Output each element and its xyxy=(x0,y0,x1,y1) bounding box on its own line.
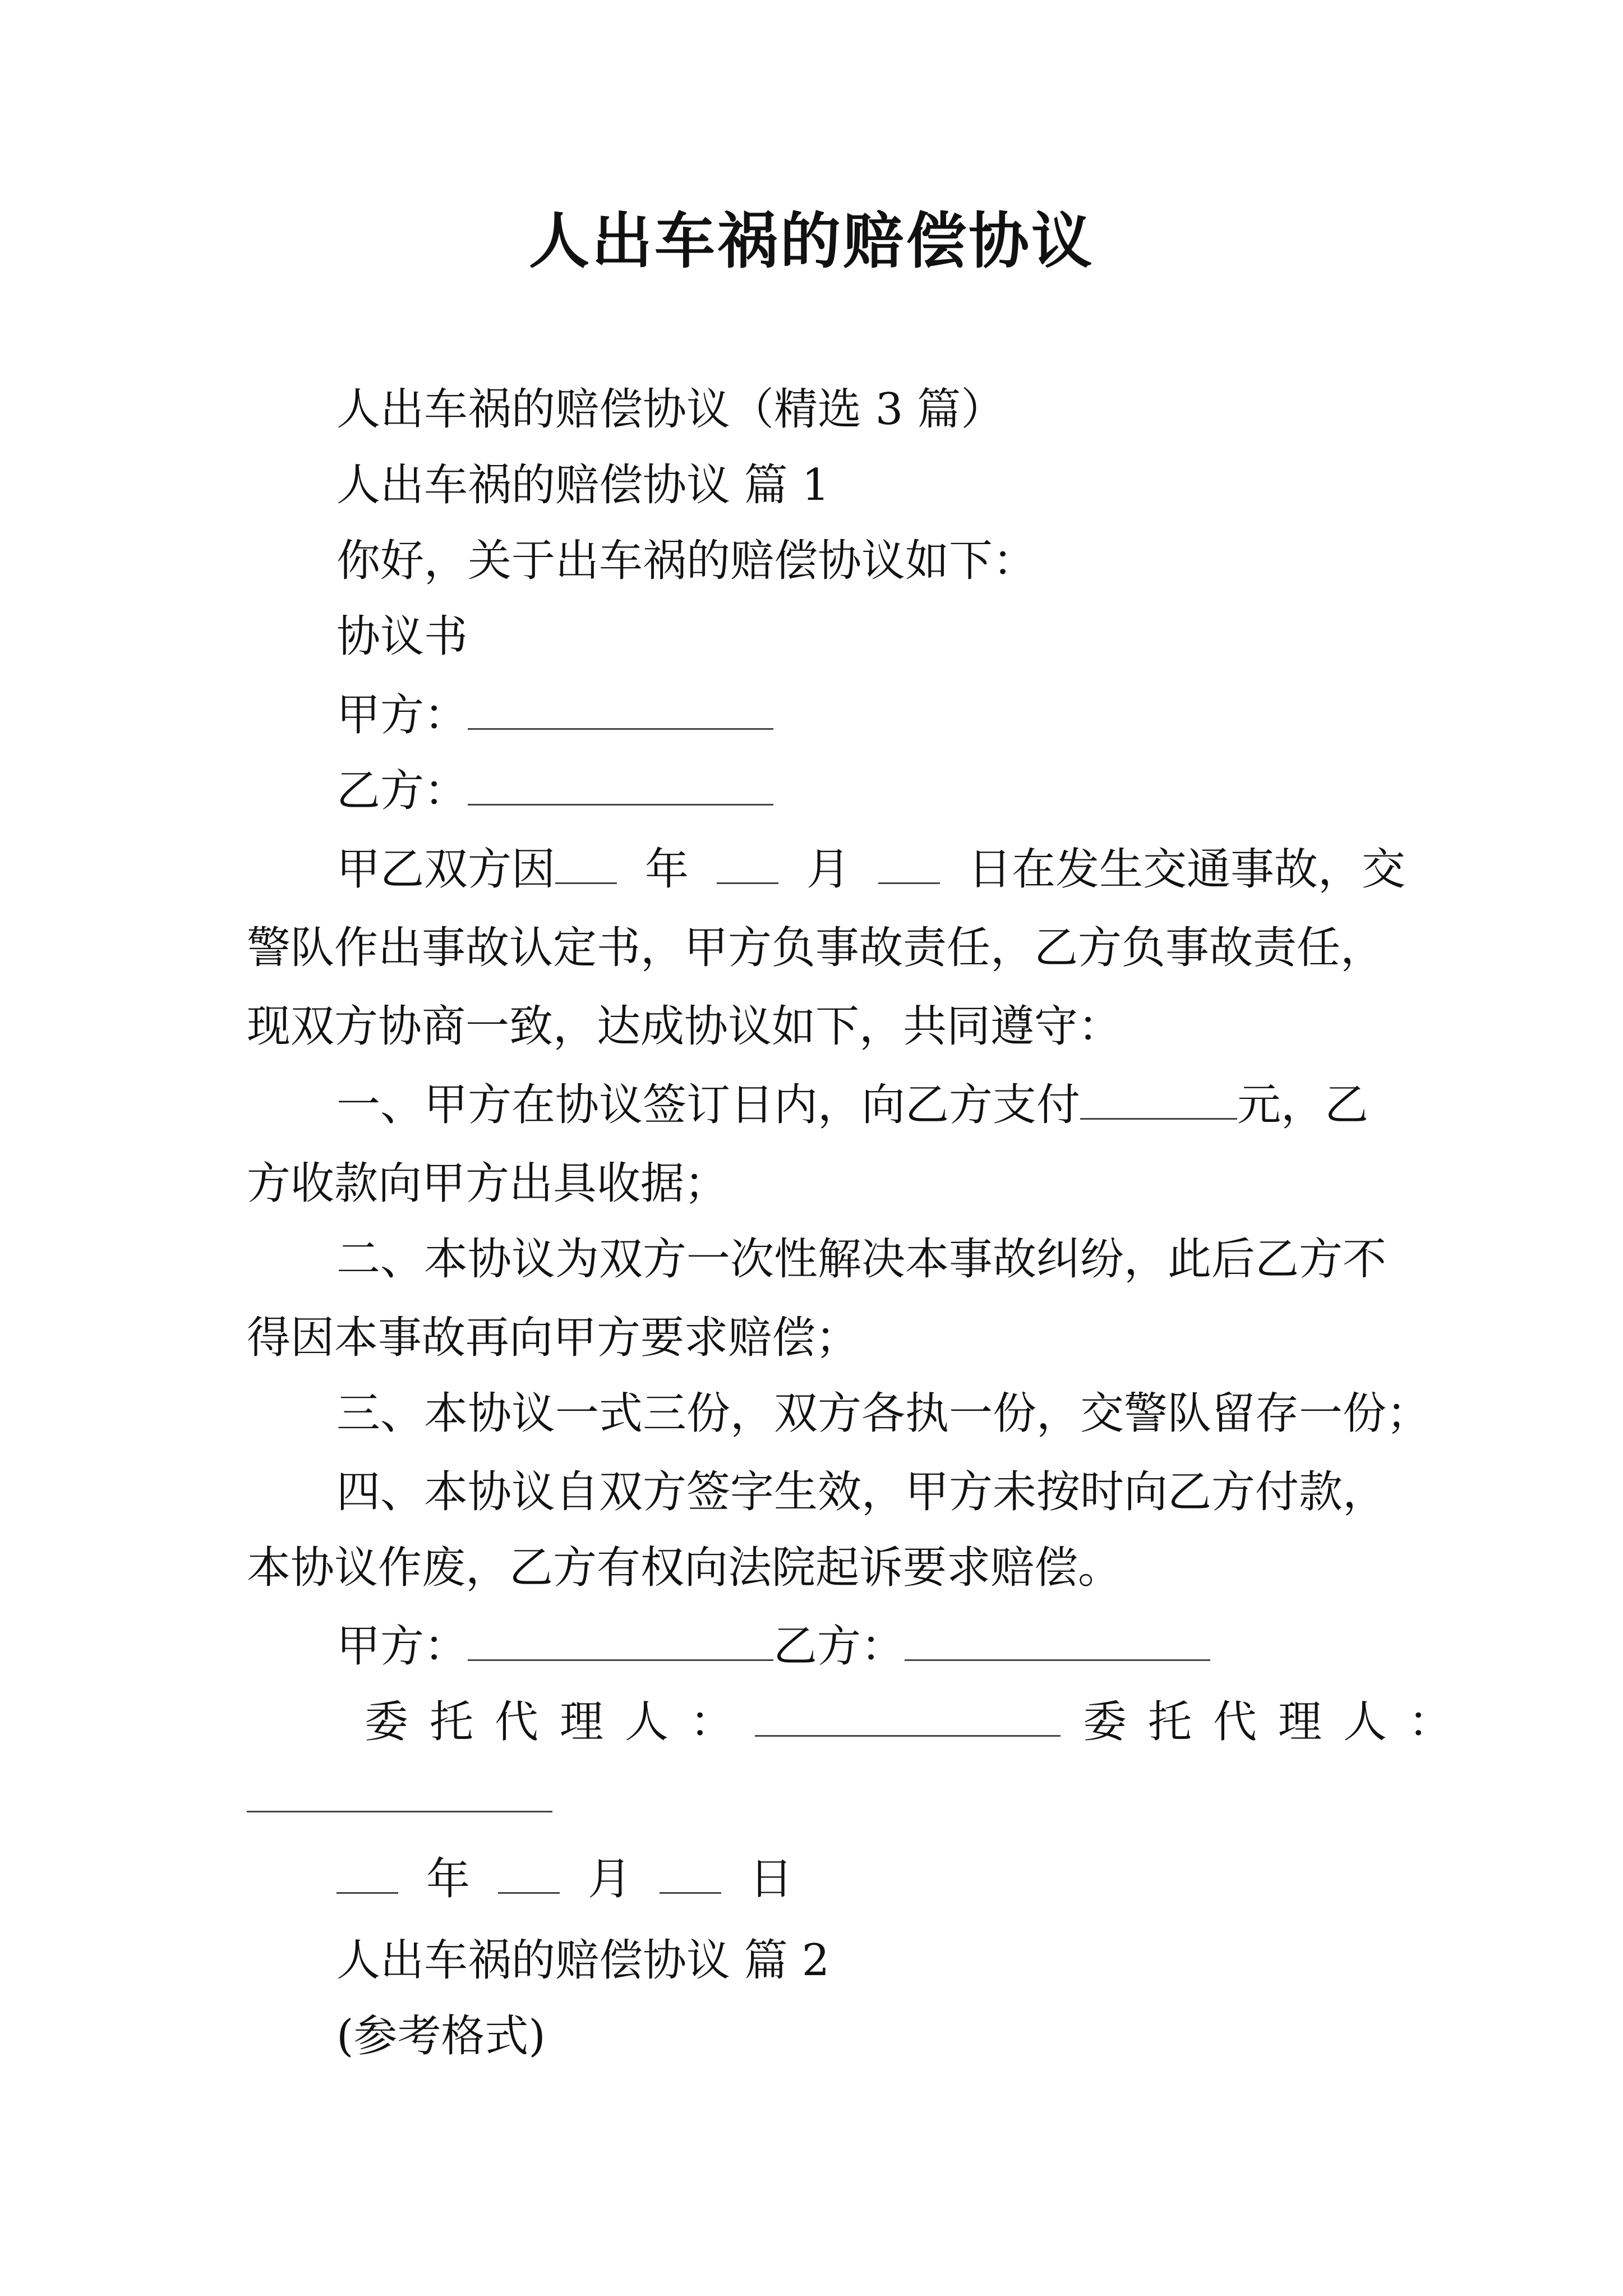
clause-1-unit: 元，乙 xyxy=(1237,1080,1369,1130)
clause-1-amount-blank xyxy=(1080,1078,1237,1120)
date-month-blank xyxy=(498,1852,560,1894)
signature-parties-line xyxy=(336,1618,1210,1674)
signature-agents-line xyxy=(365,1694,1473,1750)
clause-2-line-1: 二、本协议为双方一次性解决本事故纠纷，此后乙方不 xyxy=(336,1234,1387,1285)
signature-agent-1-blank xyxy=(755,1695,1061,1737)
signature-agent-1-label: 委托代理人： xyxy=(365,1697,755,1747)
preamble-line-3: 现双方协商一致，达成协议如下，共同遵守： xyxy=(247,1001,1122,1052)
clause-1-line-1 xyxy=(336,1077,1368,1133)
preamble-month-blank xyxy=(717,842,778,884)
preamble-line-2: 警队作出事故认定书，甲方负事故责任，乙方负事故责任， xyxy=(247,923,1385,973)
date-day-blank xyxy=(660,1852,721,1894)
preamble-day-rest: 日在发生交通事故，交 xyxy=(968,844,1406,895)
part1-heading: 人出车祸的赔偿协议 篇 1 xyxy=(336,460,830,510)
clause-1-line-2: 方收款向甲方出具收据； xyxy=(247,1158,728,1209)
date-line xyxy=(336,1851,793,1907)
preamble-day-blank xyxy=(878,842,940,884)
clause-4-line-1: 四、本协议自双方签字生效，甲方未按时向乙方付款， xyxy=(336,1467,1387,1517)
clause-2-line-2: 得因本事故再向甲方要求赔偿； xyxy=(247,1313,860,1363)
date-year-blank xyxy=(336,1852,398,1894)
clause-4-line-2: 本协议作废，乙方有权向法院起诉要求赔偿。 xyxy=(247,1543,1122,1593)
preamble-year-blank xyxy=(555,842,617,884)
reference-format: (参考格式) xyxy=(336,2011,546,2062)
signature-party-b-label: 乙方： xyxy=(773,1621,905,1672)
party-a-blank xyxy=(468,688,773,730)
party-a-label: 甲方： xyxy=(336,690,468,740)
clause-1-text: 一、甲方在协议签订日内，向乙方支付 xyxy=(336,1080,1081,1130)
date-day: 日 xyxy=(749,1854,794,1904)
signature-party-b-blank xyxy=(905,1619,1210,1661)
intro-line: 人出车祸的赔偿协议（精选 3 篇） xyxy=(336,384,1005,435)
signature-agent-2-label: 委托代理人： xyxy=(1083,1697,1474,1747)
signature-agent-2-blank xyxy=(247,1770,552,1812)
clause-3: 三、本协议一式三份，双方各执一份，交警队留存一份； xyxy=(336,1388,1431,1439)
preamble-prefix: 甲乙双方因 xyxy=(336,844,556,895)
signature-party-a-blank xyxy=(468,1619,773,1661)
party-b-label: 乙方： xyxy=(336,766,468,816)
date-month: 月 xyxy=(588,1854,632,1904)
party-a-line xyxy=(336,687,773,743)
party-b-blank xyxy=(468,763,773,806)
document-title: 人出车祸的赔偿协议 xyxy=(528,206,1094,277)
agreement-label: 协议书 xyxy=(336,611,468,662)
preamble-year: 年 xyxy=(645,844,689,895)
party-b-line xyxy=(336,763,773,819)
preamble-line-1 xyxy=(336,841,1405,898)
greeting-line: 你好，关于出车祸的赔偿协议如下： xyxy=(336,536,1037,586)
signature-agent-2-line xyxy=(247,1770,552,1826)
part2-heading: 人出车祸的赔偿协议 篇 2 xyxy=(336,1935,830,1986)
date-year: 年 xyxy=(426,1854,471,1904)
signature-party-a-label: 甲方： xyxy=(336,1621,468,1672)
preamble-month: 月 xyxy=(806,844,851,895)
